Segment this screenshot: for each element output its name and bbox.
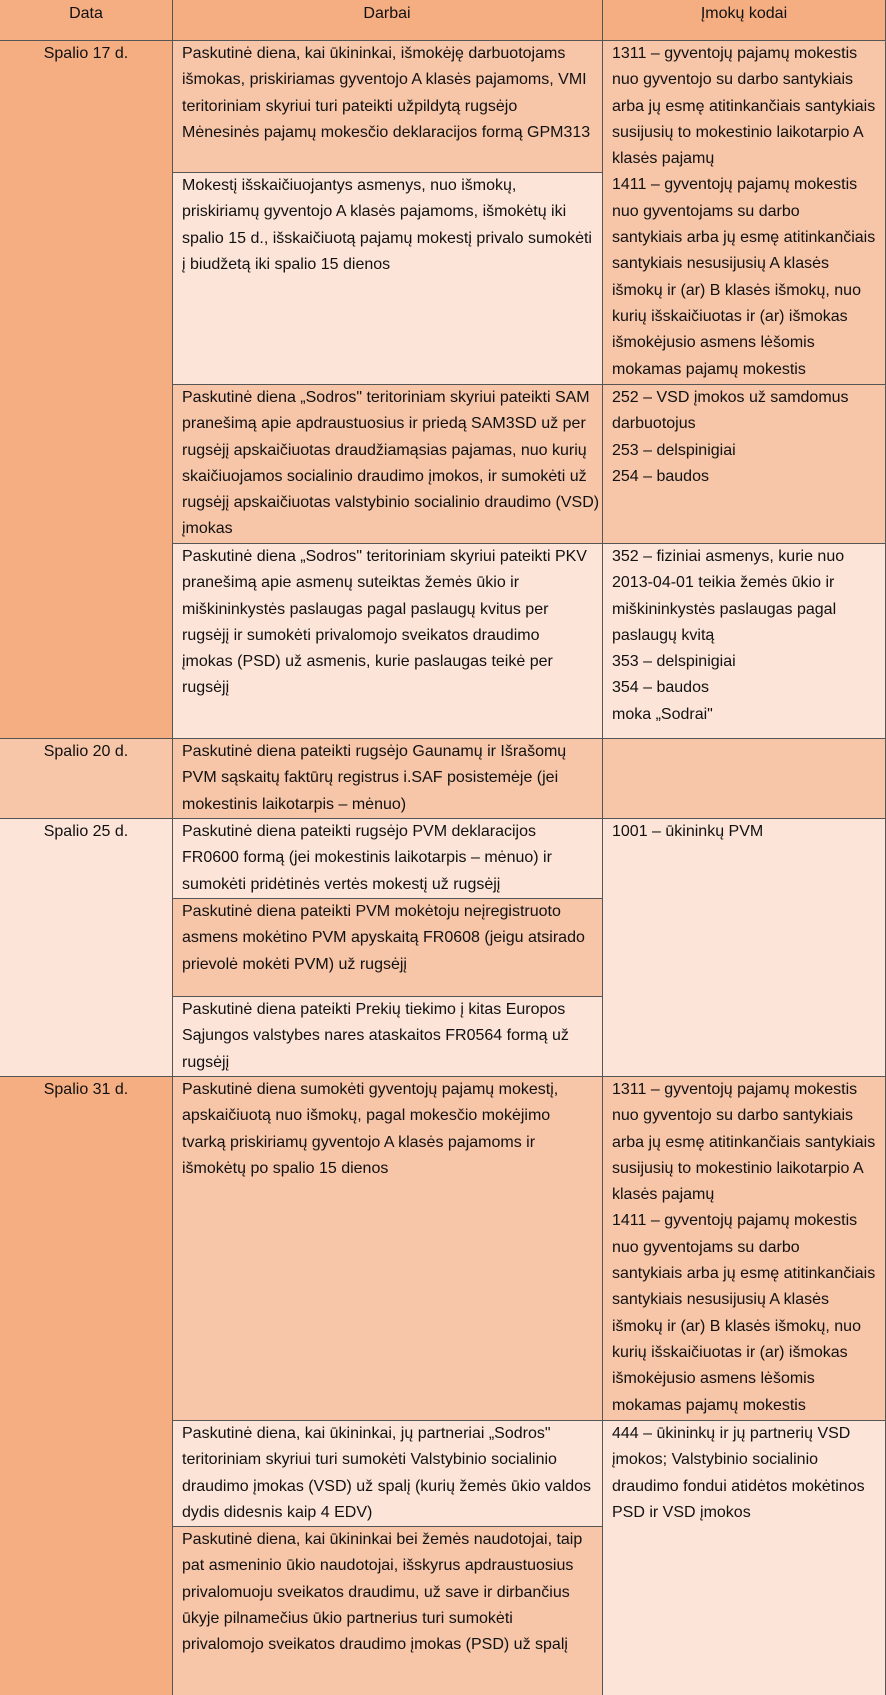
date-label: Spalio 31 d.: [43, 1081, 129, 1098]
text-line: išmokas, priskiriamas gyventojo A klasės pajamoms, VMI: [182, 71, 587, 89]
works-cell: [172, 173, 602, 384]
row-divider: [172, 1526, 602, 1527]
text-line: pat asmeninio ūkio naudotojai, išskyrus apdraustuosius: [182, 1557, 574, 1575]
works-cell: [172, 1527, 602, 1695]
text-line: 1311 – gyventojų pajamų mokestis: [612, 1081, 858, 1098]
codes-cell: [602, 385, 886, 543]
text-line: įmokos; Valstybinio socialinio: [612, 1451, 819, 1469]
text-line: priskiriamų gyventojo A klasės pajamoms, išmokėtų iki: [182, 203, 567, 221]
text-line: asmens mokėtino PVM apyskaitą FR0608 (jeigu atsirado: [182, 929, 585, 947]
text-line: Paskutinė diena „Sodros" teritoriniam skyriui pateikti PKV: [182, 548, 587, 565]
column-divider: [172, 0, 173, 1695]
column-divider: [602, 0, 603, 1695]
text-line: susijusių to mokestinio laikotarpio A: [612, 123, 864, 141]
codes-cell: [602, 819, 886, 1076]
text-line: įmokas (PSD) už asmenis, kurie paslaugas teikė per: [182, 653, 553, 671]
text-line: išmokėtų po spalio 15 dienos: [182, 1159, 389, 1177]
text-line: išmokėjusio asmens lėšomis: [612, 334, 815, 352]
text-line: Paskutinė diena „Sodros" teritoriniam skyriui pateikti SAM: [182, 389, 590, 406]
text-line: sumokėti pridėtinės vertės mokestį už rugsėjį: [182, 875, 501, 893]
text-line: Mėnesinės pajamų mokesčio deklaracijos formą GPM313: [182, 123, 591, 141]
text-line: rugsėjį ir sumokėti privalomojo sveikatos draudimo: [182, 626, 540, 644]
text-line: draudimo įmokas (VSD) už spalį (kurių žemės ūkio valdos: [182, 1477, 592, 1495]
text-line: darbuotojus: [612, 415, 696, 433]
text-line: 353 – delspinigiai: [612, 653, 736, 671]
text-line: 1311 – gyventojų pajamų mokestis: [612, 45, 858, 62]
text-line: išmokų ir (ar) B klasės išmokų, nuo: [612, 281, 861, 299]
text-line: apskaičiuotą nuo išmokų, pagal mokesčio mokėjimo: [182, 1107, 551, 1125]
date-cell: [0, 739, 172, 818]
text-line: teritoriniam skyriui turi sumokėti Valstybinio socialinio: [182, 1451, 557, 1469]
text-line: 354 – baudos: [612, 679, 709, 697]
header-date-label: Data: [69, 5, 103, 22]
text-line: PVM sąskaitų faktūrų registrus i.SAF posistemėje (jei: [182, 769, 559, 787]
text-line: santykiais nesusijusių A klasės: [612, 1291, 829, 1309]
works-cell: [172, 385, 602, 543]
text-line: santykiais arba jų esmę atitinkančiais: [612, 1265, 876, 1283]
row-divider: [0, 818, 886, 819]
text-line: išmokų ir (ar) B klasės išmokų, nuo: [612, 1317, 861, 1335]
header-codes-label: Įmokų kodai: [700, 5, 788, 22]
codes-cell-empty: [602, 739, 886, 818]
works-cell: [172, 1421, 602, 1526]
row-divider: [172, 1420, 886, 1421]
text-line: 352 – fiziniai asmenys, kurie nuo: [612, 548, 845, 565]
text-line: rugsėjį apskaičiuotas valstybinio socialinio draudimo (VSD): [182, 494, 600, 512]
date-label: Spalio 25 d.: [43, 823, 129, 840]
text-line: tvarką priskiriamų gyventojo A klasės pajamoms ir: [182, 1133, 536, 1151]
text-line: mokamas pajamų mokestis: [612, 360, 806, 378]
header-date: [0, 0, 172, 40]
text-line: 2013-04-01 teikia žemės ūkio ir: [612, 574, 835, 592]
row-divider: [0, 1076, 886, 1077]
date-cell: [0, 1077, 172, 1695]
text-line: 444 – ūkininkų ir jų partnerių VSD: [612, 1425, 851, 1442]
text-line: skaičiuojamos socialinio draudimo įmokos, ir sumokėti už: [182, 467, 587, 485]
text-line: susijusių to mokestinio laikotarpio A: [612, 1159, 864, 1177]
works-cell: [172, 41, 602, 172]
date-label: Spalio 17 d.: [43, 45, 129, 62]
works-cell: [172, 544, 602, 738]
text-line: nuo gyventojams su darbo: [612, 202, 800, 220]
text-line: nuo gyventojo su darbo santykiais: [612, 1107, 854, 1125]
row-divider: [172, 384, 886, 385]
codes-cell: [602, 544, 886, 738]
works-cell: [172, 1077, 602, 1420]
text-line: nuo gyventojo su darbo santykiais: [612, 71, 854, 89]
text-line: mokestinis laikotarpis – mėnuo): [182, 795, 407, 813]
text-line: privalomuoju sveikatos draudimu, už save ir dirbančius: [182, 1583, 570, 1601]
works-cell: [172, 899, 602, 996]
text-line: Sąjungos valstybes nares ataskaitos FR0564 formą už: [182, 1027, 569, 1045]
text-line: rugsėjį: [182, 1053, 230, 1071]
text-line: teritoriniam skyriui turi pateikti užpildytą rugsėjo: [182, 97, 518, 115]
text-line: FR0600 formą (jei mokestinis laikotarpis – mėnuo) ir: [182, 849, 552, 867]
text-line: Paskutinė diena pateikti Prekių tiekimo į kitas Europos: [182, 1001, 566, 1018]
text-line: dydis didesnis kaip 4 EDV): [182, 1503, 373, 1521]
text-line: 1411 – gyventojų pajamų mokestis: [612, 1212, 858, 1230]
text-line: nuo gyventojams su darbo: [612, 1238, 800, 1256]
text-line: Paskutinė diena, kai ūkininkai, jų partneriai „Sodros": [182, 1425, 551, 1442]
text-line: 253 – delspinigiai: [612, 441, 736, 459]
text-line: mokamas pajamų mokestis: [612, 1396, 806, 1414]
text-line: arba jų esmę atitinkančiais santykiais: [612, 1133, 876, 1151]
header-works-label: Darbai: [363, 5, 411, 22]
row-divider: [172, 898, 602, 899]
text-line: 252 – VSD įmokos už samdomus: [612, 389, 849, 406]
date-cell: [0, 819, 172, 1076]
text-line: Paskutinė diena, kai ūkininkai bei žemės naudotojai, taip: [182, 1531, 583, 1548]
text-line: 254 – baudos: [612, 467, 709, 485]
header-codes: [602, 0, 886, 40]
row-divider: [172, 172, 602, 173]
date-cell: [0, 41, 172, 738]
text-line: į biudžetą iki spalio 15 dienos: [182, 255, 391, 273]
codes-cell: [602, 41, 886, 384]
codes-cell: [602, 1421, 886, 1695]
date-label: Spalio 20 d.: [43, 743, 129, 760]
text-line: miškininkystės paslaugas pagal: [612, 600, 837, 618]
text-line: privalomojo sveikatos draudimo įmokas (PSD) už spalį: [182, 1636, 568, 1654]
row-divider: [172, 543, 886, 544]
text-line: Paskutinė diena pateikti PVM mokėtoju neįregistruoto: [182, 903, 561, 920]
text-line: miškininkystės paslaugas pagal paslaugų kvitus per: [182, 600, 549, 618]
text-line: santykiais arba jų esmę atitinkančiais: [612, 229, 876, 247]
text-line: ūkyje pilnamečius ūkio partnerius turi sumokėti: [182, 1609, 513, 1627]
text-line: įmokas: [182, 520, 233, 538]
text-line: Paskutinė diena pateikti rugsėjo Gaunamų ir Išrašomų: [182, 743, 567, 760]
text-line: santykiais nesusijusių A klasės: [612, 255, 829, 273]
text-line: 1001 – ūkininkų PVM: [612, 823, 764, 840]
text-line: draudimo fondui atidėtos mokėtinos: [612, 1477, 865, 1495]
row-divider: [172, 996, 602, 997]
text-line: Mokestį išskaičiuojantys asmenys, nuo išmokų,: [182, 177, 517, 194]
text-line: klasės pajamų: [612, 1186, 715, 1204]
text-line: klasės pajamų: [612, 150, 715, 168]
text-line: PSD ir VSD įmokos: [612, 1503, 751, 1521]
text-line: pranešimą apie asmenų suteiktas žemės ūkio ir: [182, 574, 520, 592]
text-line: pranešimą apie apdraustuosius ir priedą SAM3SD už per: [182, 415, 586, 433]
text-line: rugsėjį apskaičiuotas draudžiamąsias pajamas, nuo kurių: [182, 441, 587, 459]
text-line: kurių išskaičiuotas ir (ar) išmokas: [612, 1343, 848, 1361]
codes-cell: [602, 1077, 886, 1420]
text-line: moka „Sodrai": [612, 705, 713, 723]
text-line: Paskutinė diena sumokėti gyventojų pajamų mokestį,: [182, 1081, 559, 1098]
text-line: Paskutinė diena pateikti rugsėjo PVM deklaracijos: [182, 823, 536, 840]
text-line: 1411 – gyventojų pajamų mokestis: [612, 176, 858, 194]
works-cell: [172, 819, 602, 898]
text-line: rugsėjį: [182, 679, 230, 697]
text-line: paslaugų kvitą: [612, 626, 715, 644]
text-line: Paskutinė diena, kai ūkininkai, išmokėję darbuotojams: [182, 45, 566, 62]
text-line: kurių išskaičiuotas ir (ar) išmokas: [612, 307, 848, 325]
header-works: [172, 0, 602, 40]
text-line: spalio 15 d., išskaičiuotą pajamų mokestį privalo sumokėti: [182, 229, 592, 247]
row-divider: [0, 40, 886, 41]
row-divider: [0, 738, 886, 739]
works-cell: [172, 997, 602, 1076]
text-line: išmokėjusio asmens lėšomis: [612, 1370, 815, 1388]
works-cell: [172, 739, 602, 818]
text-line: prievolė mokėti PVM) už rugsėjį: [182, 955, 407, 973]
text-line: arba jų esmę atitinkančiais santykiais: [612, 97, 876, 115]
